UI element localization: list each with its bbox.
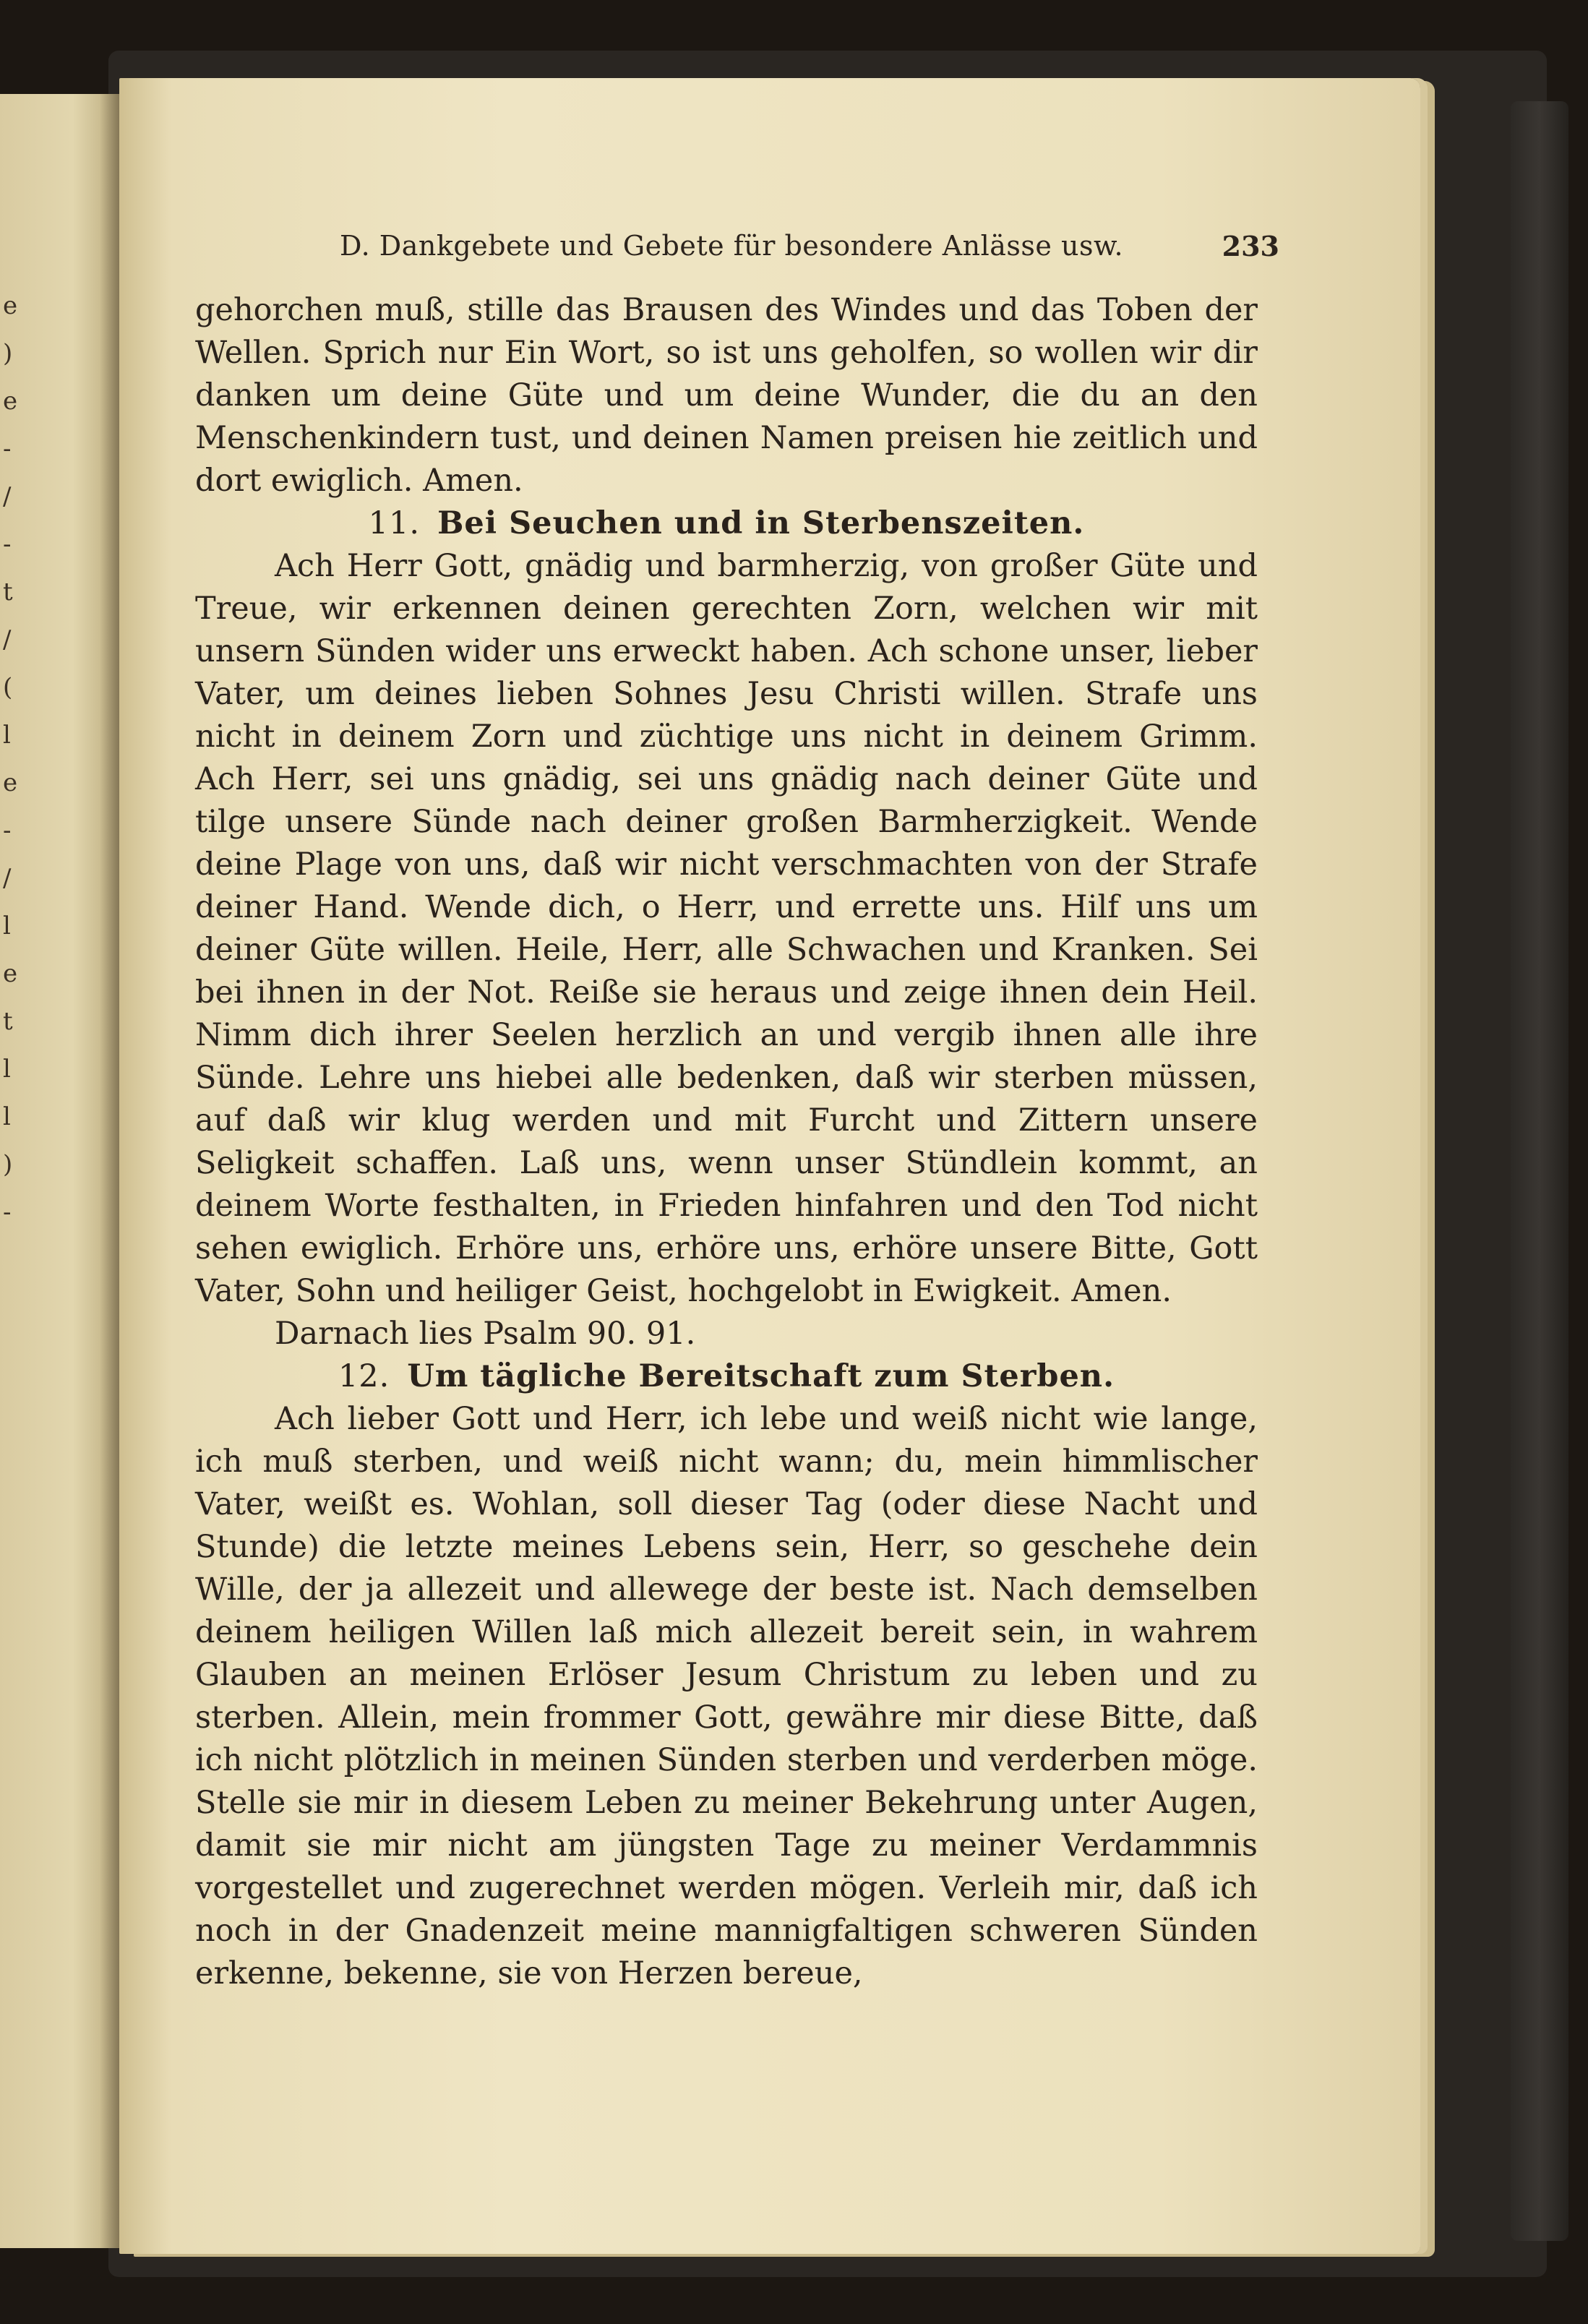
left-page-fragment: l [3, 912, 11, 940]
left-page-fragment: t [3, 1007, 13, 1036]
section-number: 12. [338, 1358, 390, 1394]
page-number: 233 [1222, 230, 1279, 262]
left-page-fragment: l [3, 1102, 11, 1131]
body-paragraph: gehorchen muß, stille das Brausen des Windes und das Toben der Wellen. Sprich nur Ein Wort, so ist uns geholfen, so wollen wir dir danken um deine Güte und um deine Wunder, die du an den Menschenkindern tust, und deinen Namen preisen hie zeitlich und dort ewiglich. Amen. [195, 292, 1258, 499]
left-page-fragment: / [3, 482, 12, 511]
left-page-fragment: t [3, 578, 13, 606]
section-heading [195, 502, 1258, 545]
left-page-fragment: e [3, 387, 18, 416]
section-title: Bei Seuchen und in Sterbenszeiten. [437, 505, 1085, 541]
left-page-fragment: ) [3, 1150, 13, 1179]
body-paragraph: Darnach lies Psalm 90. 91. [275, 1316, 696, 1352]
section-title: Um tägliche Bereitschaft zum Sterben. [407, 1358, 1115, 1394]
left-page-fragment: l [3, 721, 11, 750]
running-head [340, 230, 1279, 273]
running-head-title: D. Dankgebete und Gebete für besondere Anlässe usw. [340, 230, 1124, 262]
book-spine [1511, 101, 1568, 2241]
left-page-fragment: e [3, 959, 18, 988]
section-heading [195, 1355, 1258, 1398]
left-page-fragment: - [3, 434, 12, 463]
left-page-fragment: / [3, 625, 12, 654]
body-paragraph: Ach Herr Gott, gnädig und barmherzig, von großer Güte und Treue, wir erkennen deinen gerechten Zorn, welchen wir mit unsern Sünden wider uns erweckt haben. Ach schone unser, lieber Vater, um deines lieben Sohnes Jesu Christi willen. Strafe uns nicht in deinem Zorn und züchtige uns nicht in deinem Grimm. Ach Herr, sei uns gnädig, sei uns gnädig nach deiner Güte und tilge unsere Sünde nach deiner großen Barmherzigkeit. Wende deine Plage von uns, daß wir nicht verschmachten von der Strafe deiner Hand. Wende dich, o Herr, und errette uns. Hilf uns um deiner Güte willen. Heile, Herr, alle Schwachen und Kranken. Sei bei ihnen in der Not. Reiße sie heraus und zeige ihnen dein Heil. Nimm dich ihrer Seelen herzlich an und vergib ihnen alle ihre Sünde. Lehre uns hiebei alle bedenken, daß wir sterben müssen, auf daß wir klug werden und mit Furcht und Zittern unsere Seligkeit schaffen. Laß uns, wenn unser Stündlein kommt, an deinem Worte festhalten, in Frieden hinfahren und den Tod nicht sehen ewiglich. Erhöre uns, erhöre uns, erhöre unsere Bitte, Gott Vater, Sohn und heiliger Geist, hochgelobt in Ewigkeit. Amen. [195, 548, 1258, 1309]
page-body [195, 289, 1258, 1995]
left-page-fragments [3, 282, 25, 1236]
left-page-fragment: e [3, 291, 18, 320]
left-page-fragment: / [3, 864, 12, 893]
body-paragraph: Ach lieber Gott und Herr, ich lebe und weiß nicht wie lange, ich muß sterben, und weiß nicht wann; du, mein himmlischer Vater, weißt es. Wohlan, soll dieser Tag (oder diese Nacht und Stunde) die letzte meines Lebens sein, Herr, so geschehe dein Wille, der ja allezeit und allewege der beste ist. Nach demselben deinem heiligen Willen laß mich allezeit bereit sein, in wahrem Glauben an meinen Erlöser Jesum Christum zu leben und zu sterben. Allein, mein frommer Gott, gewähre mir diese Bitte, daß ich nicht plötzlich in meinen Sünden sterben und verderben möge. Stelle sie mir in diesem Leben zu meiner Bekehrung unter Augen, damit sie mir nicht am jüngsten Tage zu meiner Verdammnis vorgestellet und zugerechnet werden mögen. Verleih mir, daß ich noch in der Gnadenzeit meine mannigfaltigen schweren Sünden erkenne, bekenne, sie von Herzen bereue, [195, 1401, 1258, 1991]
left-page-fragment: - [3, 816, 12, 845]
left-page-fragment: ( [3, 673, 13, 702]
left-page-fragment: ) [3, 339, 13, 368]
section-number: 11. [368, 505, 421, 541]
left-page-fragment: - [3, 530, 12, 559]
left-page-fragment: - [3, 1198, 12, 1227]
left-page-fragment: l [3, 1055, 11, 1084]
left-page-fragment: e [3, 768, 18, 797]
